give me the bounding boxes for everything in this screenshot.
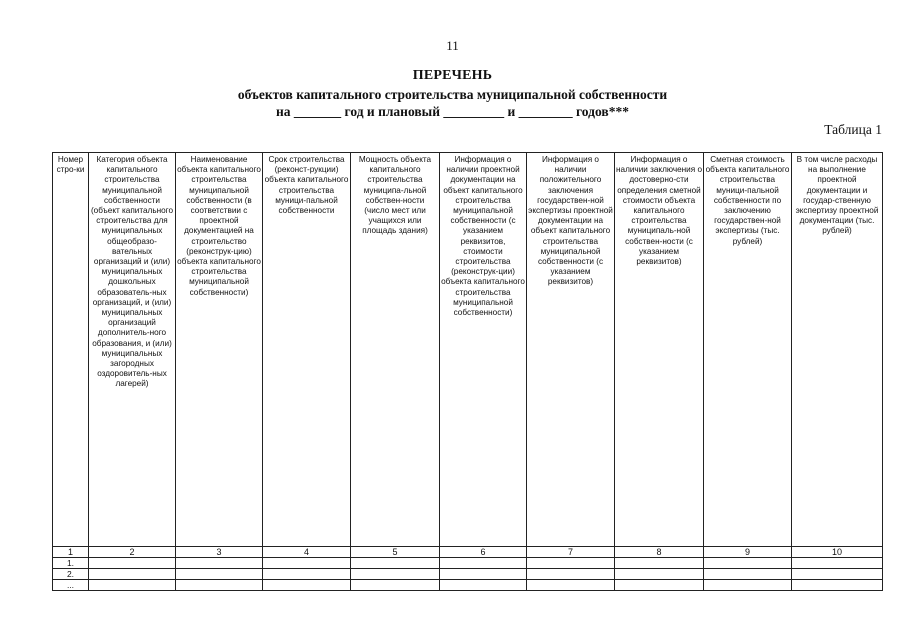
header-object-category: Категория объекта капитального строительства муниципальной собственности (объект капитального строительства для муниципальных общеобразо-вательных организаций и (или) муниципальных дошкольных образователь-ных организаций, и (или) муниципальных организаций дополнитель-ного образования, и (или) муниципальных загородных оздоровитель-ных лагерей) (89, 153, 176, 547)
column-number: 1 (53, 547, 89, 558)
column-number: 6 (440, 547, 527, 558)
table-cell (89, 558, 176, 569)
table-cell (176, 558, 263, 569)
table-row (53, 558, 883, 569)
header-state-expertise: Информация о наличии положительного заключения государствен-ной экспертизы проектной документации на объект капитального строительства муниципальной собственности (с указанием реквизитов) (527, 153, 615, 547)
table-cell (351, 580, 440, 591)
reporting-period-line: на _______ год и плановый _________ и ________ годов*** (276, 104, 629, 119)
header-row (53, 153, 883, 547)
table-cell (89, 580, 176, 591)
header-estimated-cost: Сметная стоимость объекта капитального строительства муници-пальной собственности по заключению государствен-ной экспертизы (тыс. рублей) (704, 153, 792, 547)
table-cell (792, 580, 883, 591)
table-cell (263, 558, 351, 569)
table-cell (351, 558, 440, 569)
table-cell (89, 569, 176, 580)
table-cell (615, 580, 704, 591)
table-cell (263, 569, 351, 580)
column-number: 4 (263, 547, 351, 558)
table-cell (527, 558, 615, 569)
column-number: 2 (89, 547, 176, 558)
column-number: 9 (704, 547, 792, 558)
table-cell (440, 569, 527, 580)
capital-construction-table (52, 152, 883, 591)
header-object-name: Наименование объекта капитального строительства муниципальной собственности (в соответствии с проектной документацией на строительство (реконструк-цию) объекта капитального строительства муниципальной собственности) (176, 153, 263, 547)
table-cell (263, 580, 351, 591)
row-number: 1. (53, 558, 89, 569)
column-number: 10 (792, 547, 883, 558)
table-cell (615, 569, 704, 580)
table-cell (704, 580, 792, 591)
column-number: 5 (351, 547, 440, 558)
table-cell (351, 569, 440, 580)
column-number: 7 (527, 547, 615, 558)
table-row (53, 569, 883, 580)
page-number: 11 (446, 38, 459, 53)
table-cell (615, 558, 704, 569)
column-number: 3 (176, 547, 263, 558)
table-cell (440, 580, 527, 591)
header-construction-term: Срок строительства (реконст-рукции) объекта капитального строительства муници-пальной собственности (263, 153, 351, 547)
document-subtitle: объектов капитального строительства муниципальной собственности (237, 87, 668, 102)
row-number: 2. (53, 569, 89, 580)
table-cell (792, 558, 883, 569)
document-title: ПЕРЕЧЕНЬ (412, 68, 493, 83)
table-row (53, 580, 883, 591)
column-number: 8 (615, 547, 704, 558)
table-cell (176, 569, 263, 580)
table-cell (704, 569, 792, 580)
table-cell (792, 569, 883, 580)
header-design-expenses: В том числе расходы на выполнение проектной документации и государ-ственную экспертизу проектной документации (тыс. рублей) (792, 153, 883, 547)
header-cost-reliability: Информация о наличии заключения о достоверно-сти определения сметной стоимости объекта капитального строительства муниципаль-ной собствен-ности (с указанием реквизитов) (615, 153, 704, 547)
table-cell (527, 580, 615, 591)
table-cell (176, 580, 263, 591)
table-cell (440, 558, 527, 569)
table-cell (527, 569, 615, 580)
header-project-documentation: Информация о наличии проектной документации на объект капитального строительства муниципальной собственности (с указанием реквизитов, стоимости строительства (реконструк-ции) объекта капитального строительства муниципальной собственности) (440, 153, 527, 547)
column-numbers-row (53, 547, 883, 558)
header-capacity: Мощность объекта капитального строительства муниципа-льной собствен-ности (число мест или учащихся или площадь здания) (351, 153, 440, 547)
table-cell (704, 558, 792, 569)
row-number: ... (53, 580, 89, 591)
table-label: Таблица 1 (824, 122, 882, 137)
header-row-number: Номер стро-ки (53, 153, 89, 547)
